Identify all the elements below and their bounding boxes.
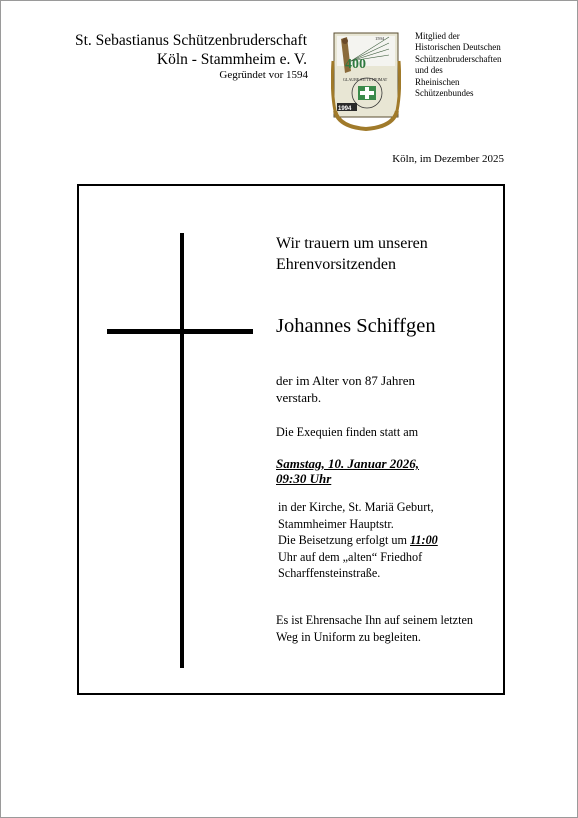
membership-line: Rheinischen [415,76,460,87]
mourning-heading-line1: Wir trauern um unseren [276,235,428,252]
burial-line2: Uhr auf dem „alten“ Friedhof [278,549,423,564]
mourning-heading [276,233,428,275]
location-line1: in der Kirche, St. Mariä Geburt, [278,500,434,514]
exequien-text: Die Exequien finden statt am [276,425,419,439]
membership-line: Schützenbundes [415,88,474,99]
membership-note [415,31,501,99]
age-line1: der im Alter von 87 Jahren [276,373,415,388]
closing-line1: Es ist Ehrensache Ihn auf seinem letzten [276,613,473,627]
closing-text [276,612,473,645]
membership-line: Historischen Deutschen [415,42,501,53]
logo-year-big: 400 [345,57,366,72]
age-text [276,372,415,406]
age-line2: verstarb. [276,390,322,405]
service-datetime [276,456,419,486]
closing-line2: Weg in Uniform zu begleiten. [276,629,421,644]
burial-prefix: Die Beisetzung erfolgt um [278,533,410,547]
club-name [75,31,307,69]
burial-time: 11:00 [410,533,438,547]
location-line2: Stammheimer Hauptstr. [278,516,394,531]
logo-year-top: 1594 [375,36,384,41]
cross-icon [180,233,184,668]
logo-motto: GLAUBE SITTE HEIMAT [343,77,388,82]
service-time: 09:30 Uhr [276,471,332,486]
founded-text: Gegründet vor 1594 [219,69,308,81]
club-name-line2: Köln - Stammheim e. V. [156,51,307,68]
club-logo [331,31,401,131]
mourning-heading-line2: Ehrenvorsitzenden [276,256,396,273]
burial-line1 [278,532,438,549]
club-name-line1: St. Sebastianus Schützenbruderschaft [74,32,307,49]
deceased-name: Johannes Schiffgen [276,315,436,337]
membership-line: und des [415,65,443,76]
membership-line: Schützenbruderschaften [415,53,502,64]
location-text [278,499,438,582]
service-date: Samstag, 10. Januar 2026, [276,456,420,471]
cross-icon-crossbar [107,329,253,334]
membership-line: Mitglied der [415,31,460,41]
letter-date: Köln, im Dezember 2025 [392,153,504,165]
logo-year-bottom: 1994 [338,106,352,112]
burial-line3: Scharffensteinstraße. [278,566,381,580]
